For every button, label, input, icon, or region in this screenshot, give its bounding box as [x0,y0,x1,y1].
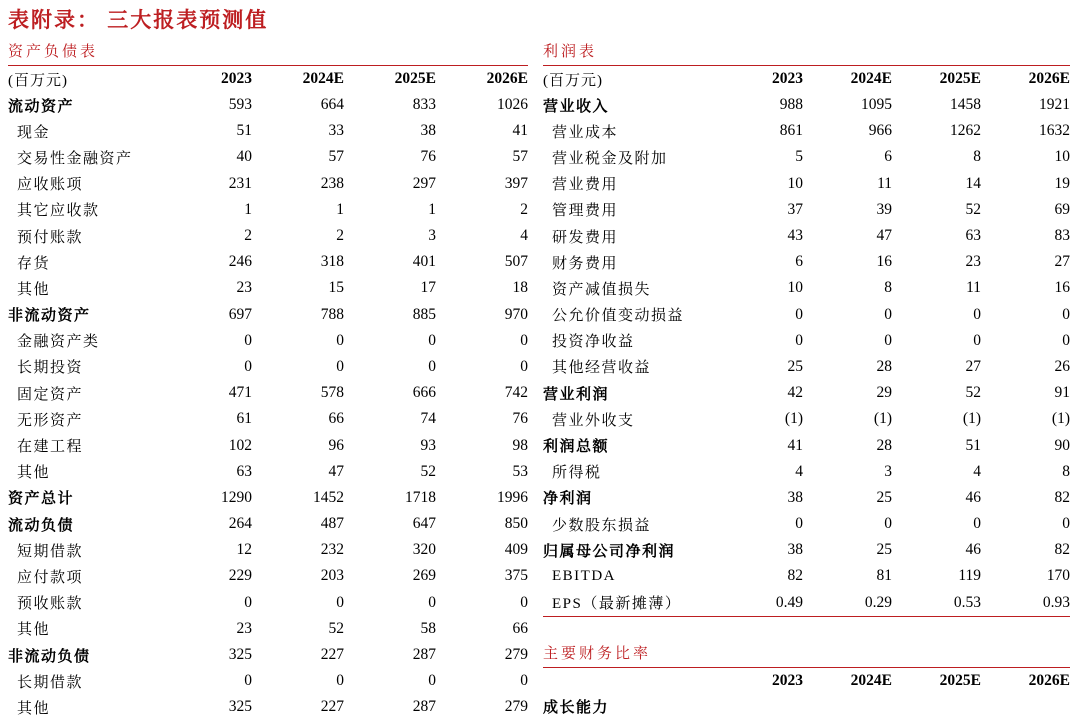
row-value: 227 [320,698,344,716]
row-value: 23 [236,279,252,297]
row-label: 应付款项 [17,569,84,586]
row-label: 固定资产 [17,386,84,403]
row-value: 96 [328,436,344,454]
row-value: 264 [228,515,252,533]
row-value: 27 [965,357,981,375]
row-value: 0 [520,593,528,611]
row-label: 营业利润 [543,386,610,403]
row-value: 38 [420,122,436,140]
row-value: 409 [504,541,528,559]
row-value: 4 [973,462,981,480]
row-value: 0 [520,357,528,375]
row-value: 0 [336,672,344,690]
table-row [8,328,528,354]
row-label: 营业成本 [552,124,619,141]
row-label: 长期投资 [17,360,84,377]
row-label: EBITDA [552,567,616,584]
row-value: 297 [412,174,436,192]
table-row [8,380,528,406]
row-value: 0 [428,357,436,375]
row-value: 14 [965,174,981,192]
row-value: 203 [320,567,344,585]
income-statement-header-row [543,66,1070,92]
row-value: 46 [965,541,981,559]
table-row [8,459,528,485]
two-column-layout [8,42,1070,721]
row-value: 41 [512,122,528,140]
row-value: 0 [428,593,436,611]
table-row [8,118,528,144]
row-value: 0 [1062,305,1070,323]
row-value: 227 [320,646,344,664]
row-value: 27 [1054,253,1070,271]
row-label: 非流动负债 [8,648,91,665]
row-value: 170 [1046,567,1070,585]
row-value: 279 [504,698,528,716]
row-value: 1996 [497,488,528,506]
column-header: 2023 [221,70,252,87]
table-row [8,485,528,511]
row-label: EPS（最新摊薄） [552,596,682,613]
table-row [8,302,528,328]
row-value: 10 [787,174,803,192]
row-value: 0.53 [953,593,981,611]
row-value: 0 [795,305,803,323]
table-row [8,144,528,170]
row-value: 1632 [1039,122,1070,140]
row-label: 其他 [17,465,51,482]
row-value: 0.93 [1042,593,1070,611]
table-row [543,328,1070,354]
ratios-header-row [543,668,1070,694]
income-statement-bottom-rule [543,616,1070,617]
row-value: 0.29 [864,593,892,611]
income-statement-table [543,92,1070,616]
row-value: 53 [512,462,528,480]
row-value: 38 [787,541,803,559]
row-value: 12 [236,541,252,559]
row-value: 29 [876,384,892,402]
income-statement-section [543,42,1070,617]
row-value: 25 [787,357,803,375]
row-label: 短期借款 [17,543,84,560]
row-label: 成长能力 [543,700,610,717]
row-value: 61 [236,410,252,428]
row-value: 81 [876,567,892,585]
row-value: 1095 [861,96,892,114]
row-label: 其他 [17,622,51,639]
row-value: (1) [1051,410,1070,428]
table-row [543,694,1070,720]
row-value: 325 [228,646,252,664]
row-value: 3 [428,227,436,245]
unit-label: (百万元) [8,72,68,89]
table-row [8,590,528,616]
row-value: 43 [787,227,803,245]
row-label: 营业外收支 [552,412,635,429]
row-value: 8 [884,279,892,297]
table-row [543,354,1070,380]
row-value: 52 [328,619,344,637]
row-value: 82 [1054,541,1070,559]
row-value: 19 [1054,174,1070,192]
row-value: 1452 [313,488,344,506]
row-value: 861 [779,122,803,140]
row-value: 850 [504,515,528,533]
row-value: 666 [412,384,436,402]
row-value: 16 [876,253,892,271]
row-value: 18 [512,279,528,297]
table-row [543,563,1070,589]
row-value: 401 [412,253,436,271]
row-value: 46 [965,488,981,506]
table-row [8,171,528,197]
row-value: 26 [1054,357,1070,375]
column-header: 2023 [772,671,803,689]
row-label: 其它应收款 [17,203,100,220]
row-value: 1718 [405,488,436,506]
row-value: 0.49 [775,593,803,611]
column-header: 2024E [850,70,892,87]
row-value: 11 [877,174,892,192]
column-header: 2026E [1028,671,1070,689]
row-value: 66 [512,619,528,637]
row-value: 287 [412,646,436,664]
row-value: 47 [328,462,344,480]
row-value: 38 [787,488,803,506]
row-label: 管理费用 [552,203,619,220]
row-value: 58 [420,619,436,637]
row-value: 647 [412,515,436,533]
row-value: 0 [1062,515,1070,533]
table-row [8,537,528,563]
row-value: 0 [244,593,252,611]
row-value: 697 [228,305,252,323]
row-label: 资产减值损失 [552,281,652,298]
row-label: 非流动资产 [8,308,91,325]
table-row [8,432,528,458]
page-title: 表附录： 三大报表预测值 [8,8,269,32]
row-label: 金融资产类 [17,334,100,351]
row-value: 0 [1062,331,1070,349]
row-label: 预收账款 [17,596,84,613]
row-value: 76 [512,410,528,428]
table-row [8,92,528,118]
row-value: 15 [328,279,344,297]
column-header: 2026E [486,70,528,87]
row-label: 少数股东损益 [552,517,652,534]
row-value: 76 [420,148,436,166]
row-value: 57 [512,148,528,166]
row-value: 8 [1062,462,1070,480]
table-row [8,616,528,642]
row-value: 664 [320,96,344,114]
row-value: 0 [244,331,252,349]
row-value: 33 [328,122,344,140]
row-value: 375 [504,567,528,585]
row-value: 1 [244,200,252,218]
row-value: 37 [787,200,803,218]
unit-label: (百万元) [543,72,603,89]
row-label: 长期借款 [17,674,84,691]
row-value: 0 [428,672,436,690]
row-label: 归属母公司净利润 [543,543,676,560]
row-value: 0 [795,515,803,533]
row-label: 流动负债 [8,517,75,534]
row-value: 318 [320,253,344,271]
row-value: 229 [228,567,252,585]
row-value: 0 [244,357,252,375]
row-value: 1262 [950,122,981,140]
row-label: 投资净收益 [552,334,635,351]
row-value: 25 [876,488,892,506]
row-value: 238 [320,174,344,192]
table-row [543,406,1070,432]
balance-sheet-heading: 资产负债表 [8,42,528,66]
row-value: 119 [958,567,981,585]
row-value: 788 [320,305,344,323]
row-value: (1) [873,410,892,428]
row-value: (1) [784,410,803,428]
row-value: 320 [412,541,436,559]
row-value: 2 [520,200,528,218]
column-header: 2025E [939,671,981,689]
row-value: 102 [228,436,252,454]
row-value: 39 [876,200,892,218]
row-label: 其他 [17,281,51,298]
row-value: 52 [965,200,981,218]
table-row [543,485,1070,511]
row-value: 0 [884,515,892,533]
row-value: 82 [1054,488,1070,506]
row-value: 246 [228,253,252,271]
row-label: 营业收入 [543,98,610,115]
row-value: 0 [336,331,344,349]
row-value: 41 [787,436,803,454]
row-value: 23 [965,253,981,271]
income-statement-heading: 利润表 [543,42,1070,66]
row-value: 578 [320,384,344,402]
row-value: 47 [876,227,892,245]
table-row [543,118,1070,144]
row-value: 1921 [1039,96,1070,114]
column-header: 2025E [394,70,436,87]
table-row [543,590,1070,616]
row-value: 90 [1054,436,1070,454]
column-header: 2023 [772,70,803,87]
column-header: 2024E [302,70,344,87]
balance-sheet-header-row [8,66,528,92]
row-value: 742 [504,384,528,402]
row-value: 6 [795,253,803,271]
column-header: 2024E [850,671,892,689]
row-value: 232 [320,541,344,559]
row-value: 0 [884,331,892,349]
table-row [543,223,1070,249]
row-value: 2 [244,227,252,245]
row-value: 1 [428,200,436,218]
table-row [8,668,528,694]
row-value: 833 [412,96,436,114]
row-label: 其他 [17,700,51,717]
row-value: 1458 [950,96,981,114]
row-label: 利润总额 [543,439,610,456]
row-value: 1 [336,200,344,218]
row-label: 其他经营收益 [552,360,652,377]
row-value: 1026 [497,96,528,114]
row-value: 1290 [221,488,252,506]
row-value: 0 [973,515,981,533]
table-row [8,694,528,720]
row-value: 471 [228,384,252,402]
table-row [8,563,528,589]
row-value: 98 [512,436,528,454]
row-value: 25 [876,541,892,559]
ratios-table [543,694,1070,720]
row-value: 51 [236,122,252,140]
row-value: 966 [868,122,892,140]
table-row [543,92,1070,118]
row-value: 231 [228,174,252,192]
row-value: 487 [320,515,344,533]
row-value: 0 [884,305,892,323]
table-row [543,459,1070,485]
table-row [8,197,528,223]
row-value: 988 [779,96,803,114]
row-label: 所得税 [552,465,602,482]
row-value: 0 [244,672,252,690]
table-row [543,197,1070,223]
row-value: 28 [876,436,892,454]
row-value: 93 [420,436,436,454]
row-value: 74 [420,410,436,428]
row-value: 4 [795,462,803,480]
row-value: 0 [428,331,436,349]
row-value: 0 [520,672,528,690]
row-value: 0 [520,331,528,349]
row-label: 资产总计 [8,491,75,508]
row-value: 397 [504,174,528,192]
table-row [543,171,1070,197]
row-value: 10 [787,279,803,297]
row-label: 现金 [17,124,51,141]
table-row [8,642,528,668]
row-value: 0 [336,357,344,375]
row-value: 52 [965,384,981,402]
table-row [543,144,1070,170]
table-row [543,432,1070,458]
row-value: 16 [1054,279,1070,297]
table-row [8,223,528,249]
row-label: 研发费用 [552,229,619,246]
row-value: 287 [412,698,436,716]
balance-sheet-section [8,42,528,721]
row-value: 507 [504,253,528,271]
row-label: 预付账款 [17,229,84,246]
table-row [8,406,528,432]
row-value: 0 [973,331,981,349]
row-value: 52 [420,462,436,480]
table-row [543,380,1070,406]
row-value: 269 [412,567,436,585]
table-row [8,511,528,537]
row-label: 无形资产 [17,412,84,429]
row-value: 40 [236,148,252,166]
row-value: 3 [884,462,892,480]
balance-sheet-table [8,92,528,721]
row-value: (1) [962,410,981,428]
row-label: 交易性金融资产 [17,150,133,167]
row-value: 51 [965,436,981,454]
row-label: 营业税金及附加 [552,150,668,167]
row-value: 2 [336,227,344,245]
row-value: 17 [420,279,436,297]
row-value: 5 [795,148,803,166]
row-value: 279 [504,646,528,664]
row-value: 885 [412,305,436,323]
row-value: 970 [504,305,528,323]
row-value: 82 [787,567,803,585]
row-value: 0 [336,593,344,611]
row-value: 63 [965,227,981,245]
table-row [543,537,1070,563]
row-value: 0 [795,331,803,349]
ratios-heading: 主要财务比率 [543,644,1070,668]
row-label: 流动资产 [8,98,75,115]
ratios-section [543,644,1070,720]
table-row [543,249,1070,275]
column-header: 2026E [1028,70,1070,87]
row-value: 8 [973,148,981,166]
right-column [543,42,1070,721]
row-value: 91 [1054,384,1070,402]
row-value: 6 [884,148,892,166]
row-label: 存货 [17,255,51,272]
row-value: 66 [328,410,344,428]
row-value: 63 [236,462,252,480]
table-row [543,302,1070,328]
row-value: 0 [973,305,981,323]
table-row [543,275,1070,301]
row-value: 4 [520,227,528,245]
row-label: 应收账项 [17,177,84,194]
table-row [8,249,528,275]
row-value: 42 [787,384,803,402]
row-label: 营业费用 [552,177,619,194]
row-value: 28 [876,357,892,375]
row-value: 11 [966,279,981,297]
row-value: 593 [228,96,252,114]
row-label: 在建工程 [17,439,84,456]
row-value: 23 [236,619,252,637]
table-row [8,354,528,380]
row-label: 公允价值变动损益 [552,308,685,325]
row-value: 325 [228,698,252,716]
row-value: 69 [1054,200,1070,218]
row-label: 财务费用 [552,255,619,272]
row-value: 10 [1054,148,1070,166]
row-value: 83 [1054,227,1070,245]
table-row [8,275,528,301]
row-value: 57 [328,148,344,166]
table-row [543,511,1070,537]
column-header: 2025E [939,70,981,87]
row-label: 净利润 [543,491,593,508]
